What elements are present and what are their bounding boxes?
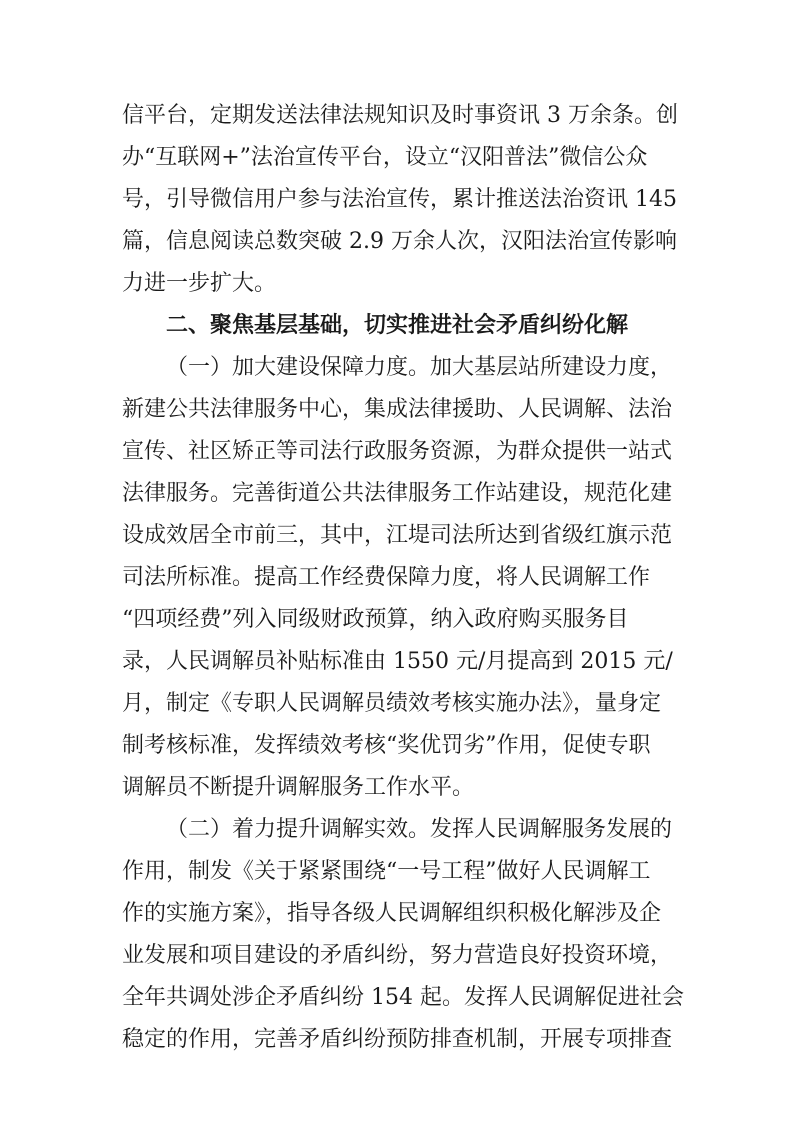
text-line: 设成效居全市前三，其中，江堤司法所达到省级红旗示范 bbox=[122, 523, 673, 548]
text-line: 全年共调处涉企矛盾纠纷 154 起。发挥人民调解促进社会 bbox=[122, 985, 684, 1010]
text-line: 宣传、社区矫正等司法行政服务资源，为群众提供一站式 bbox=[122, 439, 673, 464]
text-line: 业发展和项目建设的矛盾纠纷，努力营造良好投资环境， bbox=[122, 943, 673, 968]
text-line: 篇，信息阅读总数突破 2.9 万余人次，汉阳法治宣传影响 bbox=[122, 229, 677, 254]
text-line: 力进一步扩大。 bbox=[122, 271, 277, 296]
paragraph-first-line: （一）加大建设保障力度。加大基层站所建设力度， bbox=[166, 355, 673, 380]
text-line: 制考核标准，发挥绩效考核“奖优罚劣”作用，促使专职 bbox=[122, 733, 651, 758]
text-line: 录，人民调解员补贴标准由 1550 元/月提高到 2015 元/ bbox=[122, 649, 673, 674]
text-line: 月，制定《专职人民调解员绩效考核实施办法》，量身定 bbox=[122, 691, 662, 716]
text-line: 作的实施方案》，指导各级人民调解组织积极化解涉及企 bbox=[122, 901, 662, 926]
text-line: 信平台，定期发送法律法规知识及时事资讯 3 万余条。创 bbox=[122, 103, 678, 128]
text-line: 办“互联网+”法治宣传平台，设立“汉阳普法”微信公众 bbox=[122, 145, 648, 170]
text-line: 新建公共法律服务中心，集成法律援助、人民调解、法治 bbox=[122, 397, 673, 422]
text-line: 法律服务。完善街道公共法律服务工作站建设，规范化建 bbox=[122, 481, 673, 506]
text-line: 稳定的作用，完善矛盾纠纷预防排查机制，开展专项排查 bbox=[122, 1027, 673, 1052]
text-line: 调解员不断提升调解服务工作水平。 bbox=[122, 775, 475, 800]
text-line: 司法所标准。提高工作经费保障力度，将人民调解工作 bbox=[122, 565, 651, 590]
paragraph-first-line: （二）着力提升调解实效。发挥人民调解服务发展的 bbox=[166, 817, 673, 842]
text-line: 号，引导微信用户参与法治宣传，累计推送法治资讯 145 bbox=[122, 187, 677, 212]
text-line: “四项经费”列入同级财政预算，纳入政府购买服务目 bbox=[122, 607, 629, 632]
section-heading: 二、聚焦基层基础，切实推进社会矛盾纠纷化解 bbox=[166, 313, 629, 338]
text-line: 作用，制发《关于紧紧围绕“一号工程”做好人民调解工 bbox=[122, 859, 651, 884]
